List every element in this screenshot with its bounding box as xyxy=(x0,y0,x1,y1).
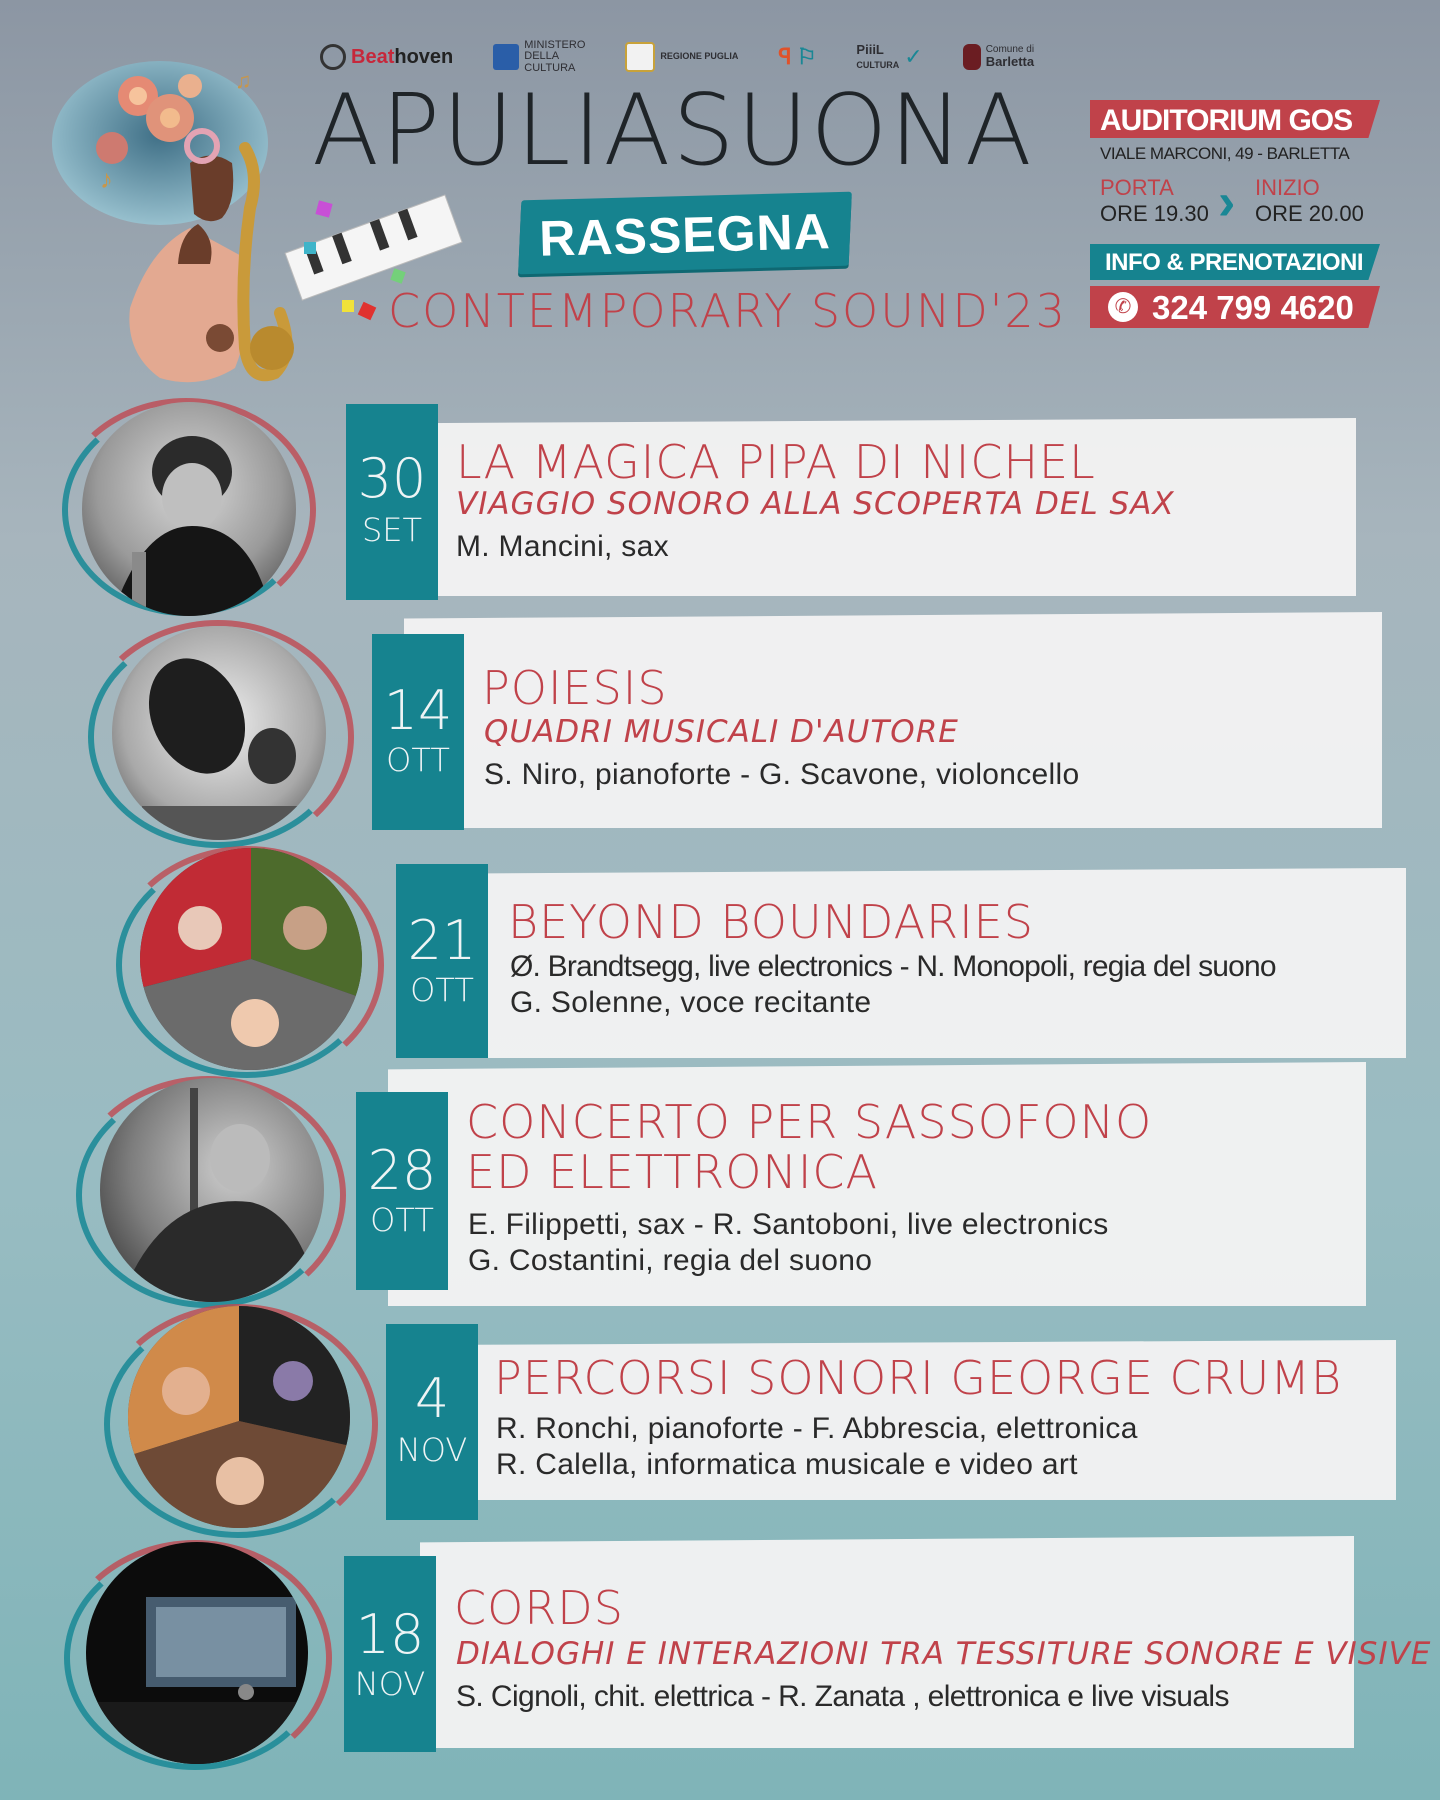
event-day: 28 xyxy=(367,1139,437,1202)
svg-text:♪: ♪ xyxy=(100,164,113,194)
logo-puglia: ꟼ ⚐ xyxy=(778,44,817,70)
chevron-right-icon: › xyxy=(1218,173,1236,231)
event-title-line2: ED ELETTRONICA xyxy=(466,1145,878,1199)
performer-photo xyxy=(112,626,326,840)
phone-icon: ✆ xyxy=(1108,292,1138,322)
inizio-time: ORE 20.00 xyxy=(1255,201,1364,226)
event-performers: M. Mancini, sax xyxy=(456,530,669,563)
inizio-label: INIZIO xyxy=(1255,175,1320,200)
event-subtitle: DIALOGHI E INTERAZIONI TRA TESSITURE SONORE E VISIVE xyxy=(456,1636,1432,1672)
logo-comune: Comune di Barletta xyxy=(963,44,1034,70)
performer-photo xyxy=(128,1306,350,1528)
event-title: CONCERTO PER SASSOFONO xyxy=(466,1095,1153,1149)
regione-shield-icon xyxy=(625,42,655,72)
event-day: 14 xyxy=(383,679,453,742)
festival-subtitle: CONTEMPORARY SOUND'23 xyxy=(388,284,1067,338)
event-performers: Ø. Brandtsegg, live electronics - N. Monopoli, regia del suono xyxy=(510,950,1276,983)
event-month: OTT xyxy=(386,741,450,779)
event-title: BEYOND BOUNDARIES xyxy=(508,895,1034,949)
event-month: NOV xyxy=(396,1431,468,1469)
performer-photo xyxy=(82,402,296,616)
performer-photo xyxy=(100,1078,324,1302)
event-month: SET xyxy=(361,511,423,549)
phone-number[interactable]: 324 799 4620 xyxy=(1152,289,1354,326)
event-day: 18 xyxy=(355,1603,425,1666)
event-title: LA MAGICA PIPA DI NICHEL xyxy=(456,435,1096,489)
logo-regione: REGIONE PUGLIA xyxy=(625,42,738,72)
event-performers: S. Cignoli, chit. elettrica - R. Zanata , elettronica e live visuals xyxy=(456,1680,1229,1713)
event-performers: R. Calella, informatica musicale e video art xyxy=(496,1448,1078,1481)
ministero-mark-icon xyxy=(493,44,519,70)
event-subtitle: QUADRI MUSICALI D'AUTORE xyxy=(484,714,959,750)
logo-piiil: PiiiL CULTURA ✓ xyxy=(856,42,923,70)
event-performers: E. Filippetti, sax - R. Santoboni, live electronics xyxy=(468,1208,1109,1241)
porta-time: ORE 19.30 xyxy=(1100,201,1209,226)
event-day: 21 xyxy=(407,909,477,972)
event-month: NOV xyxy=(354,1665,426,1703)
event-subtitle: VIAGGIO SONORO ALLA SCOPERTA DEL SAX xyxy=(456,486,1175,522)
event-day: 4 xyxy=(414,1367,450,1430)
event-performers: G. Solenne, voce recitante xyxy=(510,986,872,1019)
venue-name: AUDITORIUM GOS xyxy=(1100,104,1353,137)
event-month: OTT xyxy=(410,971,474,1009)
logo-ministero: MINISTERO DELLA CULTURA xyxy=(493,40,585,75)
event-performers: S. Niro, pianoforte - G. Scavone, violoncello xyxy=(484,758,1080,791)
event-month: OTT xyxy=(370,1201,434,1239)
event-day: 30 xyxy=(357,447,427,510)
svg-text:♫: ♫ xyxy=(235,68,252,93)
event-performers: R. Ronchi, pianoforte - F. Abbrescia, elettronica xyxy=(496,1412,1138,1445)
performer-photo xyxy=(140,848,362,1070)
event-performers: G. Costantini, regia del suono xyxy=(468,1244,873,1277)
event-title: POIESIS xyxy=(482,661,668,715)
rassegna-label: RASSEGNA xyxy=(538,203,832,267)
info-label: INFO & PRENOTAZIONI xyxy=(1105,249,1364,276)
porta-label: PORTA xyxy=(1100,175,1174,200)
festival-title: APULIASUONA xyxy=(312,74,1034,188)
event-title: CORDS xyxy=(454,1581,624,1635)
event-title: PERCORSI SONORI GEORGE CRUMB xyxy=(494,1351,1343,1405)
logo-beathoven: Beathoven xyxy=(320,44,453,70)
comune-crest-icon xyxy=(963,44,981,70)
performer-photo xyxy=(86,1542,308,1764)
venue-address: VIALE MARCONI, 49 - BARLETTA xyxy=(1100,144,1350,163)
